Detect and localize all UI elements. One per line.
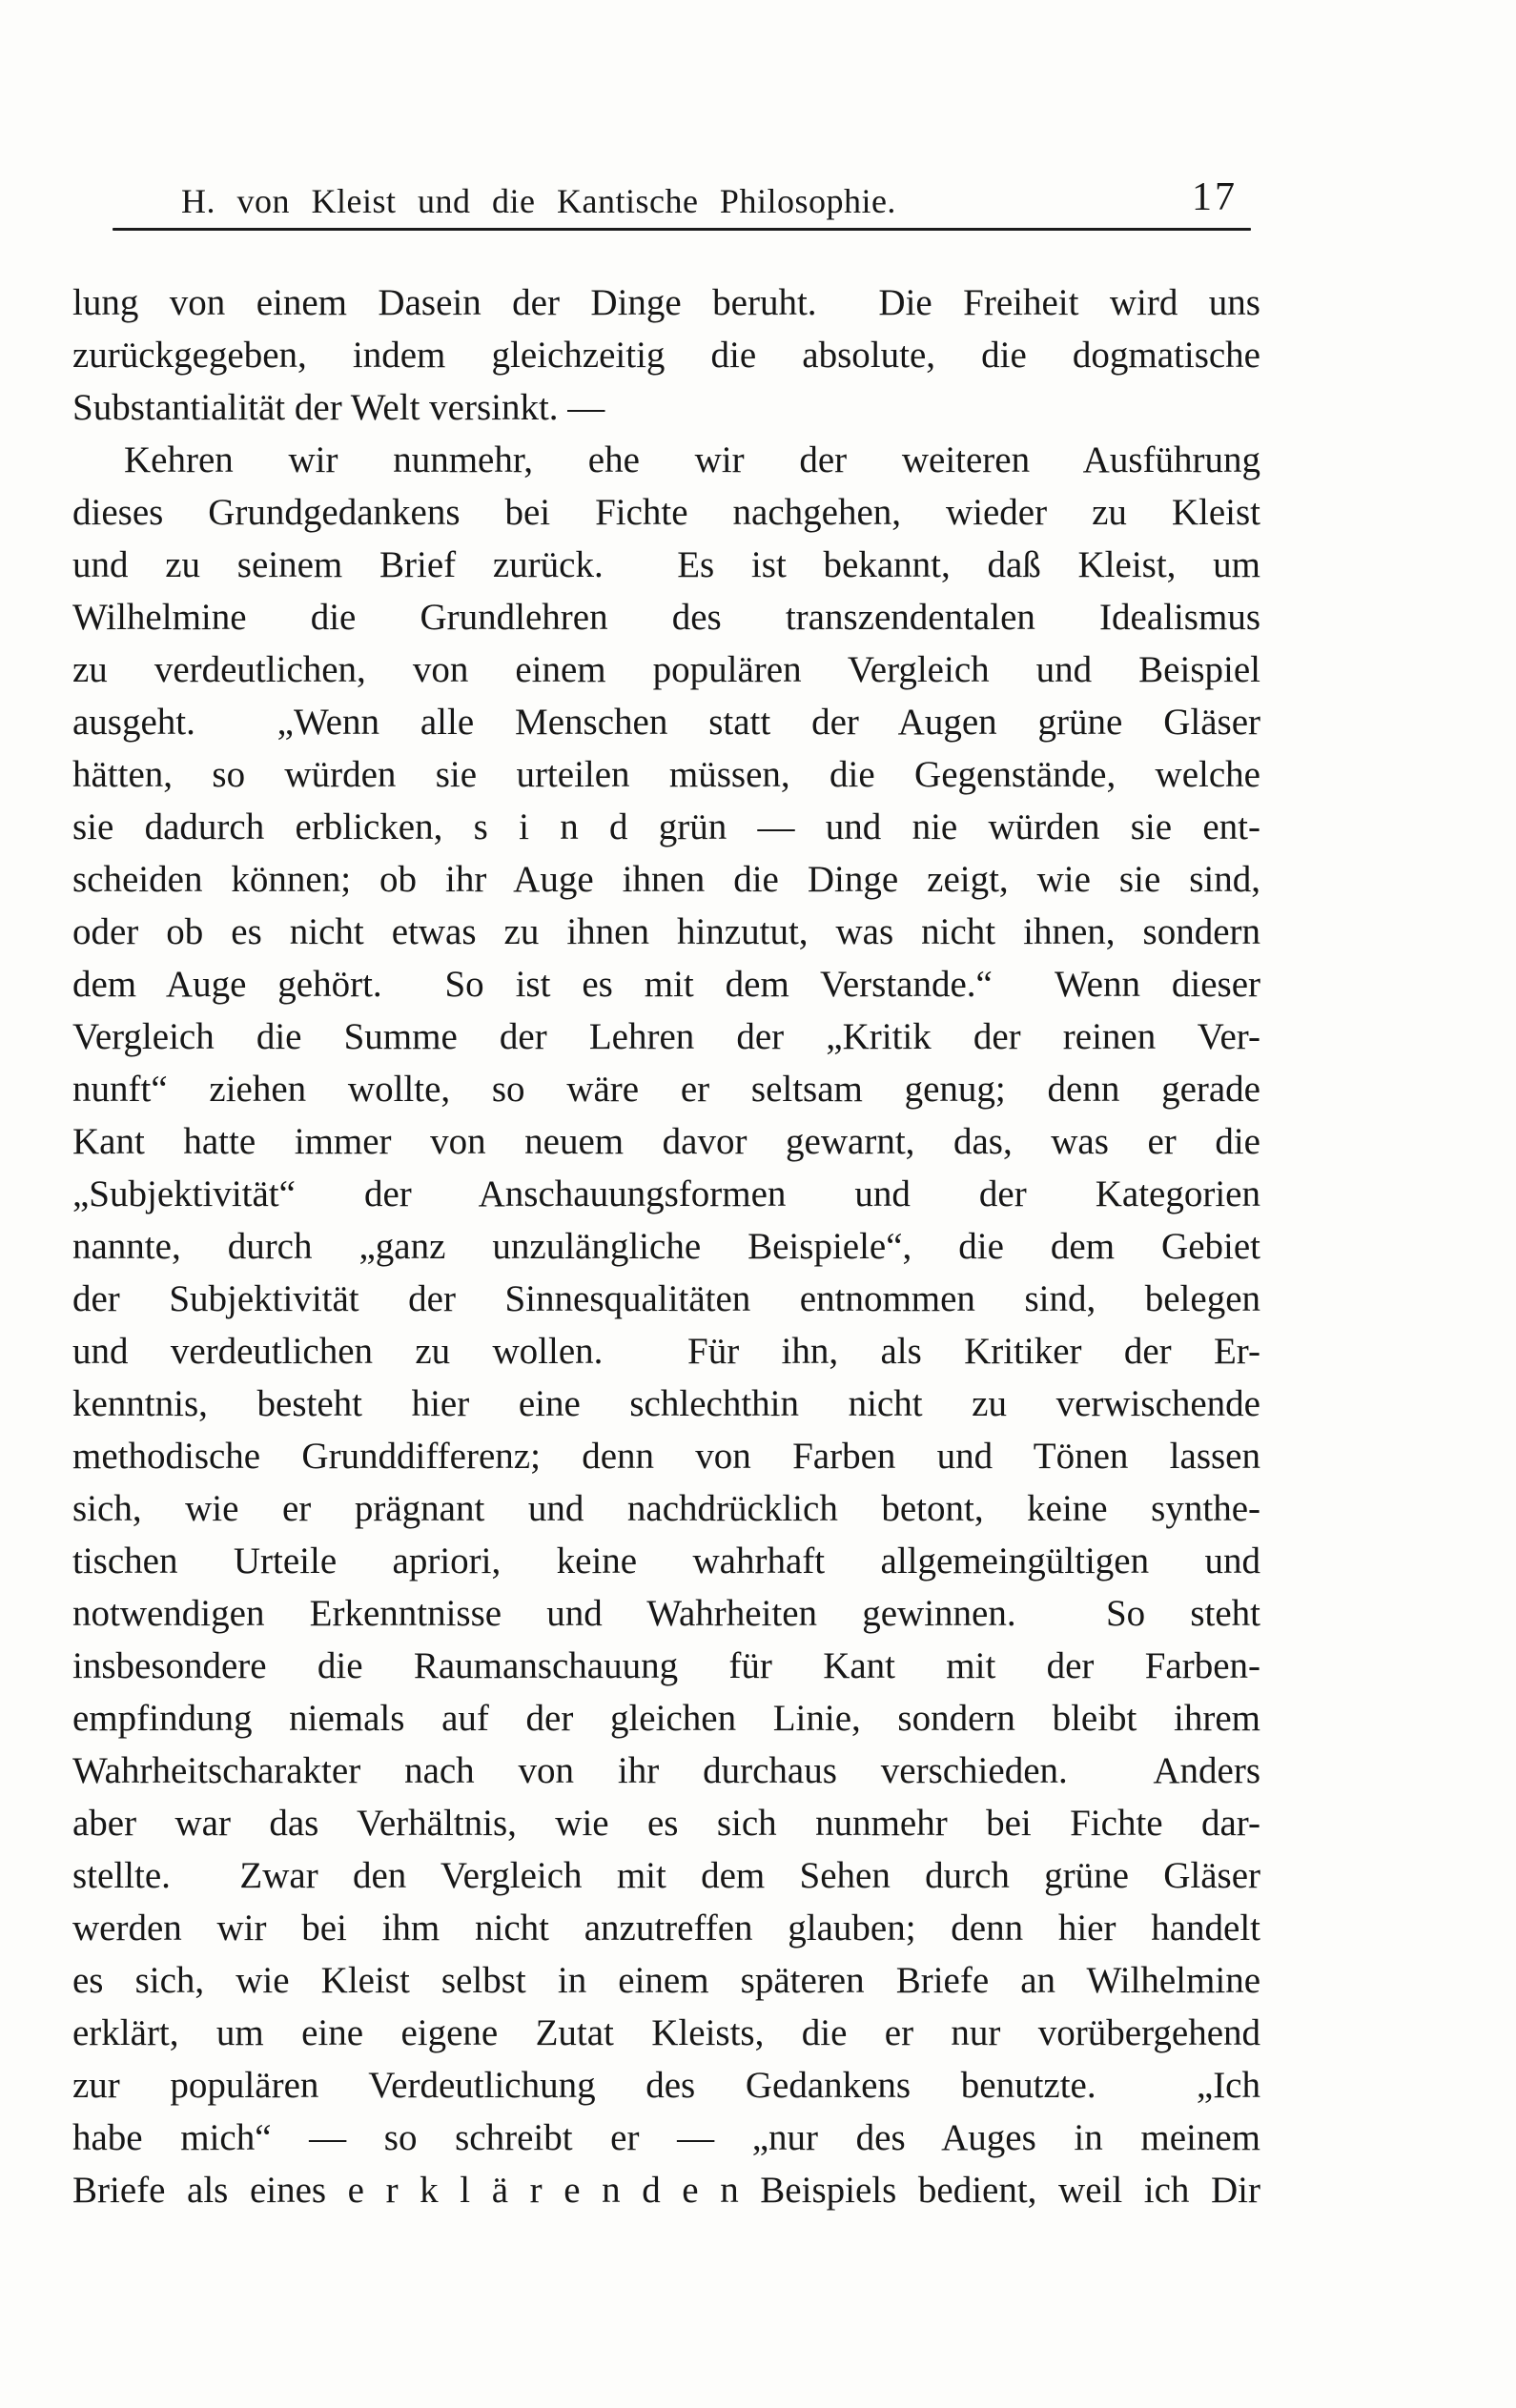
text-line: zur populären Verdeutlichung des Gedankens benutzte. „Ich [72,2065,1260,2106]
text-line: notwendigen Erkenntnisse und Wahrheiten gewinnen. So steht [72,1593,1260,1634]
text-line: aber war das Verhältnis, wie es sich nunmehr bei Fichte dar- [72,1803,1260,1844]
page-number: 17 [1192,175,1238,219]
text-line: ausgeht. „Wenn alle Menschen statt der Augen grüne Gläser [72,702,1260,743]
text-line: zurückgegeben, indem gleichzeitig die absolute, die dogmatische [72,335,1260,376]
text-line: scheiden können; ob ihr Auge ihnen die Dinge zeigt, wie sie sind, [72,859,1260,900]
text-line: tischen Urteile apriori, keine wahrhaft allgemeingültigen und [72,1541,1260,1582]
text-line: hätten, so würden sie urteilen müssen, die Gegenstände, welche [72,754,1260,795]
text-line: „Subjektivität“ der Anschauungsformen und der Kategorien [72,1173,1260,1214]
text-line: der Subjektivität der Sinnesqualitäten entnommen sind, belegen [72,1278,1260,1319]
text-line: Wahrheitscharakter nach von ihr durchaus verschieden. Anders [72,1750,1260,1791]
text-line: dieses Grundgedankens bei Fichte nachgehen, wieder zu Kleist [72,492,1260,533]
text-line: methodische Grunddifferenz; denn von Farben und Tönen lassen [72,1436,1260,1477]
text-line: es sich, wie Kleist selbst in einem späteren Briefe an Wilhelmine [72,1960,1260,2001]
text-line: sie dadurch erblicken, s i n d grün — und nie würden sie ent- [72,806,1260,847]
text-line: zu verdeutlichen, von einem populären Vergleich und Beispiel [72,649,1260,690]
text-line: Briefe als eines e r k l ä r e n d e n Beispiels bedient, weil ich Dir [72,2170,1260,2211]
text-line: werden wir bei ihm nicht anzutreffen glauben; denn hier handelt [72,1908,1260,1949]
text-line: habe mich“ — so schreibt er — „nur des Auges in meinem [72,2117,1260,2158]
text-line: erklärt, um eine eigene Zutat Kleists, die er nur vorübergehend [72,2012,1260,2053]
text-line: und verdeutlichen zu wollen. Für ihn, als Kritiker der Er- [72,1331,1260,1372]
header-rule [113,228,1251,231]
running-header [0,0,1516,248]
text-line: insbesondere die Raumanschauung für Kant mit der Farben- [72,1645,1260,1686]
text-line: Substantialität der Welt versinkt. — [72,387,605,428]
text-line: und zu seinem Brief zurück. Es ist bekannt, daß Kleist, um [72,544,1260,585]
text-line: empfindung niemals auf der gleichen Linie, sondern bleibt ihrem [72,1698,1260,1739]
text-line: oder ob es nicht etwas zu ihnen hinzutut, was nicht ihnen, sondern [72,911,1260,952]
text-line: Vergleich die Summe der Lehren der „Kritik der reinen Ver- [72,1016,1260,1057]
page-header-title: H. von Kleist und die Kantische Philosophie. [181,182,896,220]
text-line: dem Auge gehört. So ist es mit dem Verstande.“ Wenn dieser [72,964,1260,1005]
text-line: Kehren wir nunmehr, ehe wir der weiteren Ausführung [124,439,1260,480]
text-line: Kant hatte immer von neuem davor gewarnt, das, was er die [72,1121,1260,1162]
text-line: nannte, durch „ganz unzulängliche Beispiele“, die dem Gebiet [72,1226,1260,1267]
text-line: kenntnis, besteht hier eine schlechthin nicht zu verwischende [72,1383,1260,1424]
text-line: nunft“ ziehen wollte, so wäre er seltsam genug; denn gerade [72,1069,1260,1110]
text-line: lung von einem Dasein der Dinge beruht. Die Freiheit wird uns [72,282,1260,323]
text-line: Wilhelmine die Grundlehren des transzendentalen Idealismus [72,597,1260,638]
text-line: stellte. Zwar den Vergleich mit dem Sehen durch grüne Gläser [72,1855,1260,1896]
body-text [72,276,1260,2216]
text-line: sich, wie er prägnant und nachdrücklich betont, keine synthe- [72,1488,1260,1529]
